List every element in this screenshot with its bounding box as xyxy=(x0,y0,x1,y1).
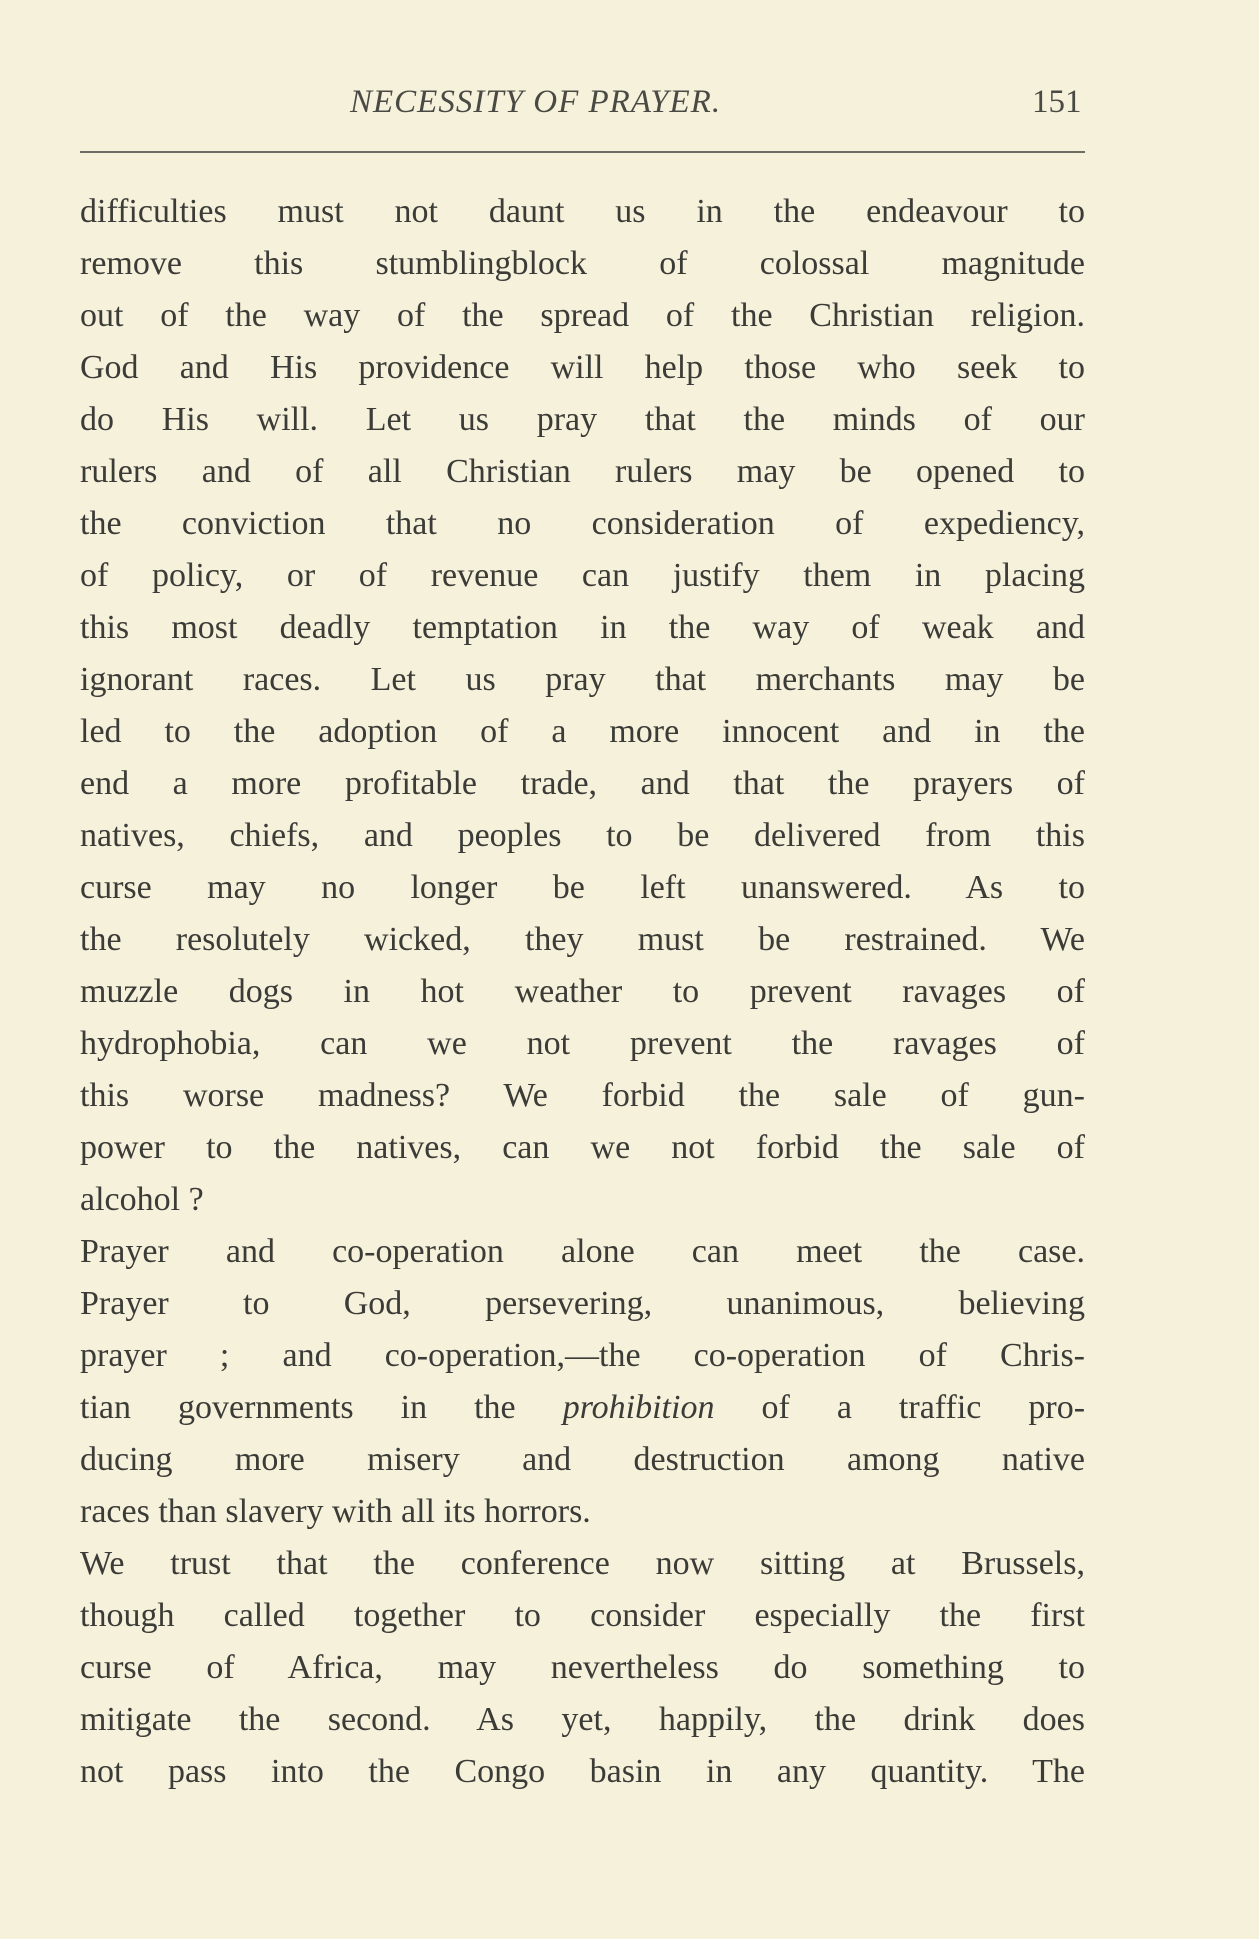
text-line: hydrophobia, can we not prevent the ravages of xyxy=(80,1025,1085,1062)
running-head: NECESSITY OF PRAYER. xyxy=(350,84,722,120)
text-line: Prayer and co-operation alone can meet the case. xyxy=(80,1233,1085,1270)
header-rule xyxy=(80,151,1085,153)
text-line: end a more profitable trade, and that the prayers of xyxy=(80,765,1085,802)
text-line: prayer ; and co-operation,—the co-operation of Chris- xyxy=(80,1337,1085,1374)
italic-word: prohibition xyxy=(562,1389,715,1426)
text-line: out of the way of the spread of the Christian religion. xyxy=(80,297,1085,334)
text-segment: of a traffic pro- xyxy=(761,1389,1086,1426)
text-line xyxy=(80,1382,1085,1434)
text-line: natives, chiefs, and peoples to be delivered from this xyxy=(80,817,1085,854)
text-line: remove this stumblingblock of colossal magnitude xyxy=(80,245,1085,282)
text-line: races than slavery with all its horrors. xyxy=(80,1493,591,1530)
text-line: though called together to consider especially the first xyxy=(80,1597,1085,1634)
text-line: this most deadly temptation in the way of weak and xyxy=(80,609,1085,646)
text-line: do His will. Let us pray that the minds of our xyxy=(80,401,1085,438)
text-line: mitigate the second. As yet, happily, the drink does xyxy=(80,1701,1085,1738)
text-line: ducing more misery and destruction among native xyxy=(80,1441,1085,1478)
text-line: the conviction that no consideration of expediency, xyxy=(80,505,1085,542)
body-text xyxy=(80,186,1085,1798)
text-line: curse may no longer be left unanswered. As to xyxy=(80,869,1085,906)
text-line: not pass into the Congo basin in any quantity. The xyxy=(80,1753,1085,1790)
text-line: led to the adoption of a more innocent and in the xyxy=(80,713,1085,750)
text-line: this worse madness? We forbid the sale of gun- xyxy=(80,1077,1085,1114)
text-line: of policy, or of revenue can justify them in placing xyxy=(80,557,1085,594)
text-line: Prayer to God, persevering, unanimous, believing xyxy=(80,1285,1085,1322)
text-line: alcohol ? xyxy=(80,1181,204,1218)
text-line: We trust that the conference now sitting at Brussels, xyxy=(80,1545,1085,1582)
text-line: ignorant races. Let us pray that merchants may be xyxy=(80,661,1085,698)
text-segment: tian governments in the xyxy=(80,1389,516,1426)
text-line: muzzle dogs in hot weather to prevent ravages of xyxy=(80,973,1085,1010)
page-number: 151 xyxy=(1032,84,1082,120)
text-line: difficulties must not daunt us in the endeavour to xyxy=(80,193,1085,230)
text-line: power to the natives, can we not forbid the sale of xyxy=(80,1129,1085,1166)
text-line: God and His providence will help those who seek to xyxy=(80,349,1085,386)
text-line: curse of Africa, may nevertheless do something to xyxy=(80,1649,1085,1686)
text-line: the resolutely wicked, they must be restrained. We xyxy=(80,921,1085,958)
text-line: rulers and of all Christian rulers may be opened to xyxy=(80,453,1085,490)
